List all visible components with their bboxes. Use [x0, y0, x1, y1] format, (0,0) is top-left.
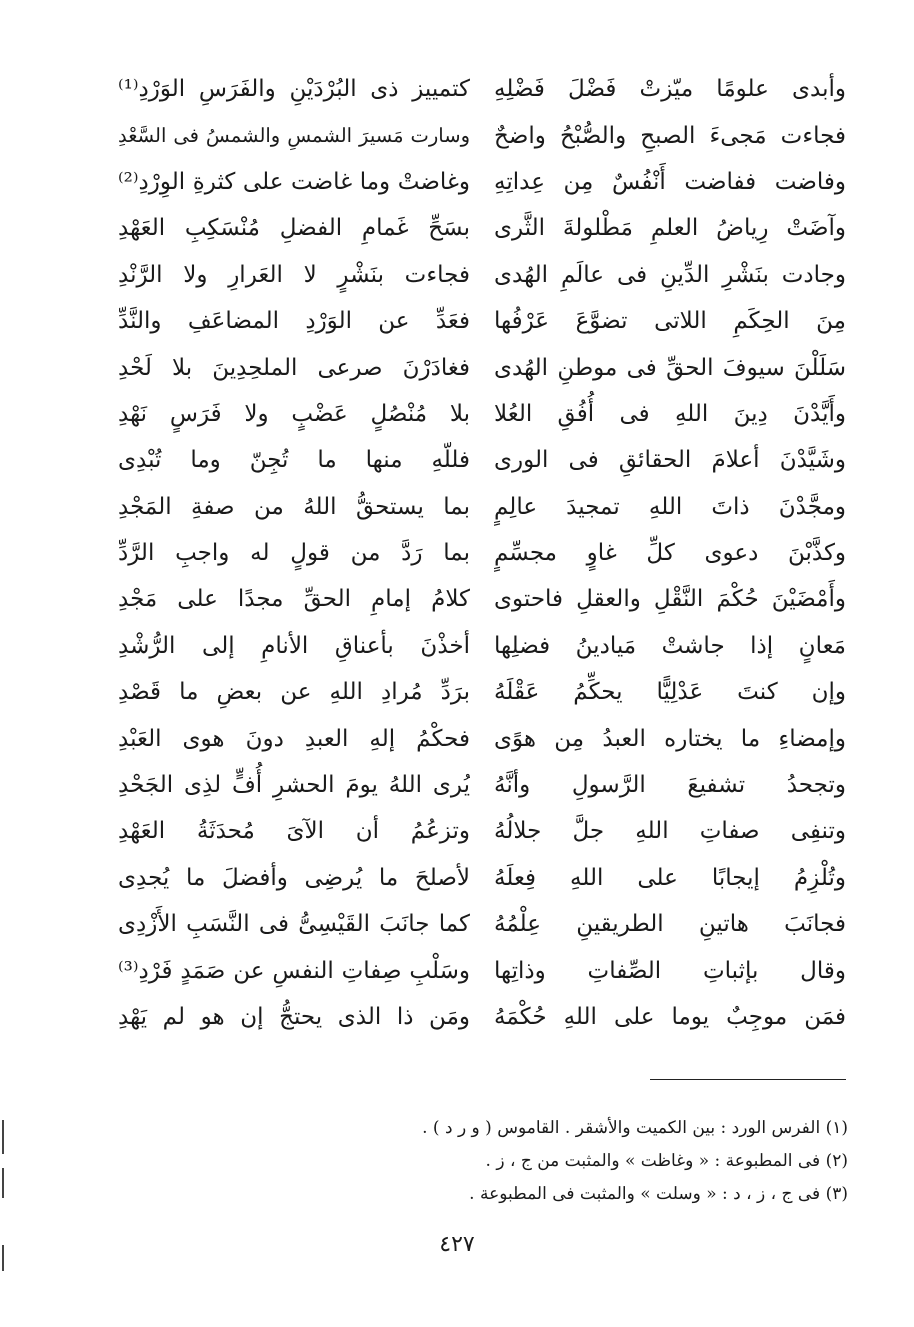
verse-first-hemistich: وإن كنتَ عَدْلِيًّا يحكِّمُ عَقْلَهُ	[494, 679, 846, 706]
footnote: (٣) فى ج ، ز ، د : « وسلت » والمثبت فى المطبوعة .	[469, 1184, 848, 1204]
verse-second-hemistich: وسَلْبِ صِفاتِ النفسِ عن صَمَدٍ فَرْدِ⁽³⁾	[118, 957, 470, 984]
verse-line	[118, 715, 846, 761]
verse-line	[118, 576, 846, 622]
verse-first-hemistich: وقال بإثباتِ الصِّفاتِ وذاتِها	[494, 957, 846, 984]
verse-second-hemistich: وتزعُمُ أن الآىَ مُحدَثَةُ العَهْدِ	[118, 818, 470, 845]
margin-mark	[2, 1168, 4, 1198]
verse-second-hemistich: كلامُ إمامِ الحقِّ مجدًا على مَجْدِ	[118, 586, 470, 613]
verse-line	[118, 298, 846, 344]
verse-first-hemistich: وآضَتْ رِياضُ العلمِ مَطْلولةَ الثَّرى	[494, 215, 846, 242]
verse-second-hemistich: يُرى اللهُ يومَ الحشرِ أُفٍّ لذِى الجَحْدِ	[118, 772, 470, 799]
verse-line	[118, 762, 846, 808]
verse-line	[118, 159, 846, 205]
verse-second-hemistich: فغادَرْنَ صرعى الملحِدِينَ بلا لَحْدِ	[118, 354, 470, 381]
verse-line	[118, 344, 846, 390]
verse-line	[118, 437, 846, 483]
verse-first-hemistich: وأبدى علومًا ميّزتْ فَضْلَ فَضْلِهِ	[494, 76, 846, 103]
verse-line	[118, 252, 846, 298]
verse-line	[118, 112, 846, 158]
verse-second-hemistich: ومَن ذا الذى يحتجُّ إن هو لم يَهْدِ	[118, 1004, 470, 1030]
verse-line	[118, 994, 846, 1040]
verse-first-hemistich: وفاضت ففاضت أَنْفُسٌ مِن عِداتِهِ	[494, 168, 846, 195]
verse-second-hemistich: بما رَدَّ من قولٍ له واجبِ الرَّدِّ	[118, 540, 470, 567]
verse-line	[118, 808, 846, 854]
verse-first-hemistich: وكذَّبْنَ دعوى كلِّ غاوٍ مجسِّمٍ	[494, 540, 846, 567]
verse-second-hemistich: بسَحِّ غَمامِ الفضلِ مُنْسَكِبِ العَهْدِ	[118, 215, 470, 242]
verse-first-hemistich: وشَيَّدْنَ أعلامَ الحقائقِ فى الورى	[494, 447, 846, 474]
verse-first-hemistich: وأَيَّدْنَ دِينَ اللهِ فى أُفُقِ العُلا	[494, 400, 846, 427]
verse-first-hemistich: وجادت بنَشْرِ الدِّينِ فى عالَمِ الهُدى	[494, 261, 846, 288]
verse-line	[118, 391, 846, 437]
footnote: (١) الفرس الورد : بين الكميت والأشقر . القاموس ( و ر د ) .	[422, 1118, 848, 1138]
verse-line	[118, 623, 846, 669]
verse-first-hemistich: فمَن موجِبٌ يوما على اللهِ حُكْمَهُ	[494, 1004, 846, 1030]
footnote: (٢) فى المطبوعة : « وغاظت » والمثبت من ج ، ز .	[485, 1151, 848, 1171]
verse-second-hemistich: أخذْنَ بأعناقِ الأنامِ إلى الرُّشْدِ	[118, 632, 470, 659]
footnotes	[108, 1112, 848, 1211]
verse-line	[118, 66, 846, 112]
verse-second-hemistich: بلا مُنْصُلٍ عَضْبٍ ولا فَرَسٍ نَهْدِ	[118, 400, 470, 427]
verse-first-hemistich: وأَمْضَيْنَ حُكْمَ النَّقْلِ والعقلِ فاحتوى	[494, 586, 846, 613]
verse-second-hemistich: وغاضتْ وما غاضت على كثرةِ الوِرْدِ⁽²⁾	[118, 168, 470, 195]
verse-line	[118, 669, 846, 715]
verse-first-hemistich: وتجحدُ تشفيعَ الرَّسولِ وأنَّهُ	[494, 772, 846, 799]
margin-mark	[2, 1120, 4, 1154]
verse-line	[118, 855, 846, 901]
verse-second-hemistich: لأصلحَ ما يُرضِى وأفضلَ ما يُجدِى	[118, 864, 470, 891]
verse-second-hemistich: كتمييز ذى البُرْدَيْنِ والفَرَسِ الوَرْدِ⁽¹⁾	[118, 76, 470, 103]
verse-line	[118, 901, 846, 947]
page-number: ٤٢٧	[439, 1232, 475, 1257]
verse-second-hemistich: بما يستحقُّ اللهُ من صفةِ المَجْدِ	[118, 493, 470, 520]
verse-second-hemistich: فللّهِ منها ما تُجِنّ وما تُبْدِى	[118, 447, 470, 474]
poem-block	[118, 66, 846, 1040]
footnote-separator	[650, 1079, 846, 1080]
verse-first-hemistich: ومجَّدْنَ ذاتَ اللهِ تمجيدَ عالِمٍ	[494, 493, 846, 520]
verse-second-hemistich: فجاءت بنَشْرٍ لا العَرارِ ولا الرَّنْدِ	[118, 261, 470, 288]
verse-line	[118, 484, 846, 530]
verse-second-hemistich: كما جانَبَ القَيْسِىُّ فى النَّسَبِ الأَزْدِى	[118, 911, 470, 938]
verse-line	[118, 947, 846, 993]
verse-first-hemistich: وتُلْزِمُ إيجابًا على اللهِ فِعلَهُ	[494, 864, 846, 891]
verse-first-hemistich: مِنَ الحِكَمِ اللاتى تضوَّعَ عَرْفُها	[494, 308, 846, 335]
verse-first-hemistich: وإمضاءِ ما يختاره العبدُ مِن هوًى	[494, 725, 846, 752]
verse-second-hemistich: فعَدِّ عن الوَرْدِ المضاعَفِ والنَّدِّ	[118, 308, 470, 335]
verse-first-hemistich: وتنفِى صفاتِ اللهِ جلَّ جلالُهُ	[494, 818, 846, 845]
verse-line	[118, 530, 846, 576]
verse-first-hemistich: فجانَبَ هاتينِ الطريقينِ عِلْمُهُ	[494, 911, 846, 938]
verse-second-hemistich: برَدِّ مُرادِ اللهِ عن بعضِ ما قَصْدِ	[118, 679, 470, 706]
verse-second-hemistich: فحكْمُ إلهِ العبدِ دونَ هوى العَبْدِ	[118, 725, 470, 752]
margin-mark	[2, 1245, 4, 1271]
verse-line	[118, 205, 846, 251]
verse-first-hemistich: سَلَلْنَ سيوفَ الحقِّ فى موطنِ الهُدى	[494, 354, 846, 381]
verse-second-hemistich: وسارت مَسيرَ الشمسِ والشمسُ فى السَّعْدِ	[118, 123, 470, 147]
verse-first-hemistich: مَعانٍ إذا جاشتْ مَيادينُ فضلِها	[494, 632, 846, 659]
verse-first-hemistich: فجاءت مَجىءَ الصبحِ والصُّبْحُ واضحٌ	[494, 122, 846, 149]
